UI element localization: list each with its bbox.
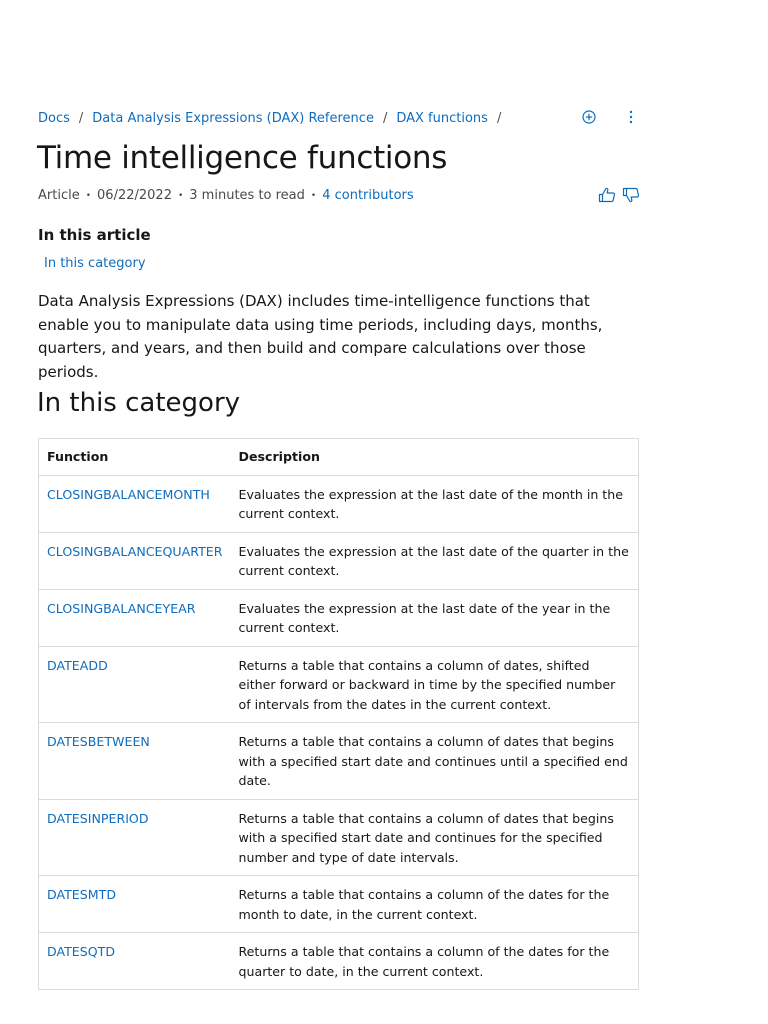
function-link[interactable]: CLOSINGBALANCEMONTH [47, 486, 210, 502]
feedback-buttons [598, 186, 640, 204]
breadcrumb-dax-reference-link[interactable]: Data Analysis Expressions (DAX) Reference [92, 110, 374, 126]
page-title: Time intelligence functions [37, 140, 448, 176]
section-heading: In this category [37, 388, 241, 418]
column-header-function: Function [39, 439, 231, 476]
table-header-row [39, 439, 639, 476]
toc-link-in-this-category[interactable]: In this category [44, 256, 146, 271]
table-row [39, 799, 639, 876]
vertical-ellipsis-icon[interactable] [622, 108, 640, 126]
function-link[interactable]: DATESMTD [47, 887, 117, 902]
toc-heading: In this article [38, 226, 151, 244]
function-link[interactable]: CLOSINGBALANCEYEAR [47, 600, 196, 616]
breadcrumb-docs-link[interactable]: Docs [38, 110, 70, 126]
function-description: Returns a table that contains a column of dates that begins with a specified start date and continues for the specified number and type of date intervals. [231, 799, 639, 876]
breadcrumb-actions [580, 108, 640, 126]
table-row [39, 876, 639, 933]
breadcrumb-separator: / [382, 110, 388, 126]
meta-separator-dot: • [310, 190, 317, 201]
table-row [39, 532, 639, 589]
read-time: 3 minutes to read [189, 188, 305, 203]
function-description: Evaluates the expression at the last date of the year in the current context. [231, 589, 639, 646]
functions-table [38, 438, 639, 990]
function-link[interactable]: DATESQTD [47, 944, 116, 959]
article-date: 06/22/2022 [97, 188, 172, 203]
meta-separator-dot: • [177, 190, 184, 201]
function-description: Evaluates the expression at the last date of the quarter in the current context. [231, 532, 639, 589]
breadcrumb-dax-functions-link[interactable]: DAX functions [396, 110, 488, 126]
circle-plus-icon[interactable] [580, 108, 598, 126]
table-row [39, 723, 639, 800]
table-row [39, 933, 639, 990]
breadcrumb-separator: / [496, 110, 502, 126]
thumbs-up-icon[interactable] [598, 186, 616, 204]
table-row [39, 589, 639, 646]
function-description: Returns a table that contains a column of dates that begins with a specified start date and continues until a specified end date. [231, 723, 639, 800]
contributors-link[interactable]: 4 contributors [322, 188, 414, 203]
column-header-description: Description [231, 439, 639, 476]
function-description: Evaluates the expression at the last date of the month in the current context. [231, 475, 639, 532]
function-description: Returns a table that contains a column of the dates for the quarter to date, in the current context. [231, 933, 639, 990]
function-link[interactable]: DATEADD [47, 657, 108, 673]
article-meta [38, 188, 414, 203]
function-link[interactable]: CLOSINGBALANCEQUARTER [47, 543, 223, 559]
breadcrumb [38, 108, 638, 128]
function-link[interactable]: DATESBETWEEN [47, 734, 150, 749]
function-description: Returns a table that contains a column of the dates for the month to date, in the current context. [231, 876, 639, 933]
function-description: Returns a table that contains a column of dates, shifted either forward or backward in time by the specified number of intervals from the dates in the current context. [231, 646, 639, 723]
article-type: Article [38, 188, 80, 203]
function-link[interactable]: DATESINPERIOD [47, 810, 149, 826]
table-row [39, 646, 639, 723]
intro-paragraph: Data Analysis Expressions (DAX) includes time-intelligence functions that enable you to manipulate data using time periods, including days, months, quarters, and years, and then build and compare calculations over those periods. [38, 292, 603, 381]
meta-separator-dot: • [85, 190, 92, 201]
breadcrumb-separator: / [78, 110, 84, 126]
thumbs-down-icon[interactable] [622, 186, 640, 204]
table-row [39, 475, 639, 532]
